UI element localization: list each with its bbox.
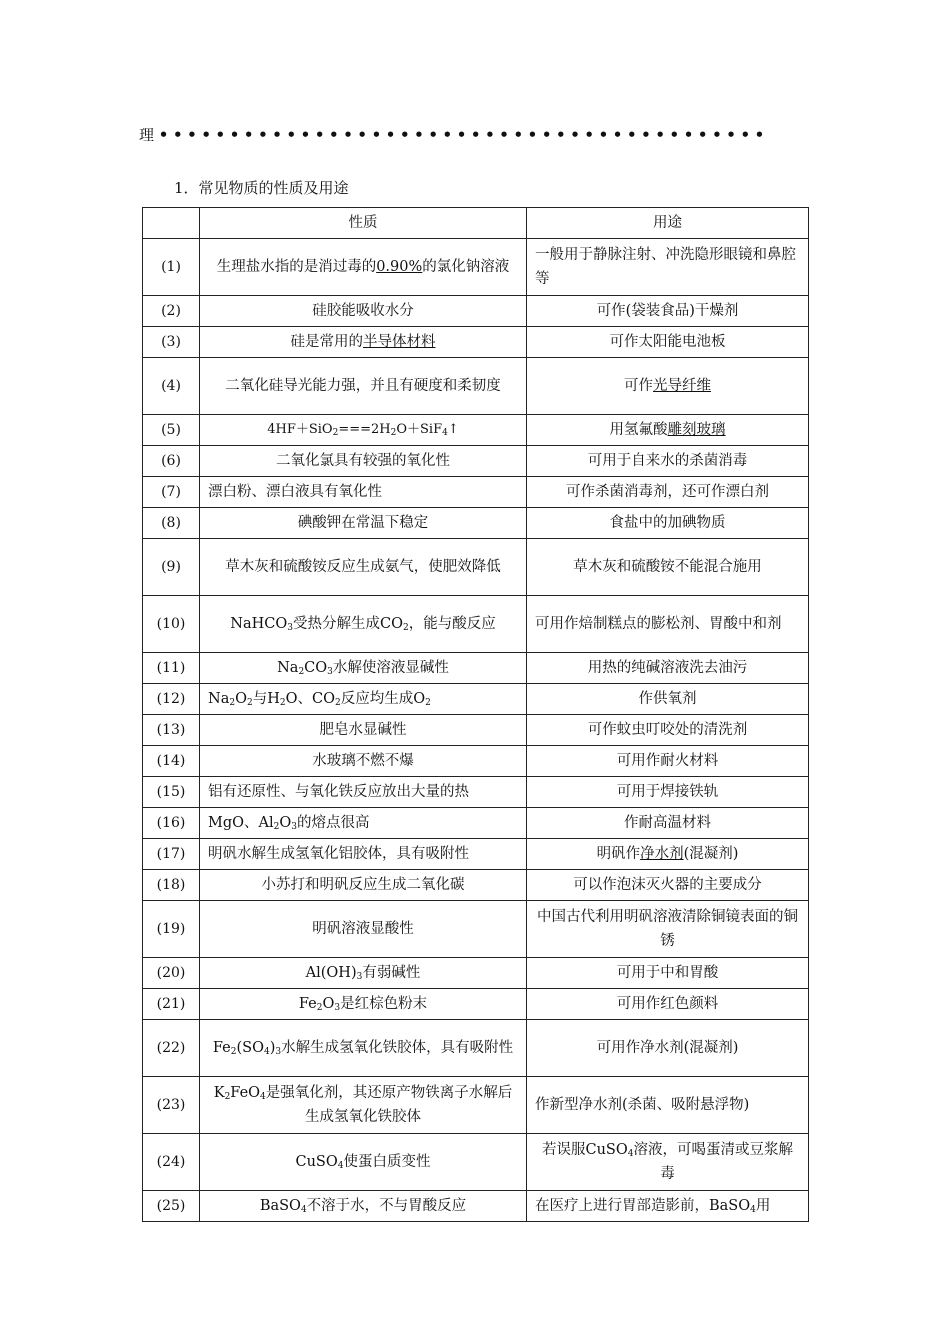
row-property: 漂白粉、漂白液具有氧化性 [200,477,527,508]
row-use: 可作蚊虫叮咬处的清洗剂 [527,715,809,746]
table-row [143,296,809,327]
table-row [143,958,809,989]
row-property: $K_2FeO_4$是强氧化剂，其还原产物铁离子水解后生成氢氧化铁胶体 [200,1077,527,1134]
row-number: (19) [143,901,200,958]
table-row [143,477,809,508]
row-number: (22) [143,1020,200,1077]
row-use: 可以作泡沫灭火器的主要成分 [527,870,809,901]
row-use: 可用作红色颜料 [527,989,809,1020]
row-use: 食盐中的加碘物质 [527,508,809,539]
row-number: (23) [143,1077,200,1134]
row-number: (15) [143,777,200,808]
table-row [143,596,809,653]
header-blank [143,208,200,239]
row-number: (10) [143,596,200,653]
row-property: 铝有还原性、与氧化铁反应放出大量的热 [200,777,527,808]
row-property: NaHCO$_3$受热分解生成$CO_2$，能与酸反应 [200,596,527,653]
row-use: 用氢氟酸雕刻玻璃 [527,415,809,446]
row-number: (12) [143,684,200,715]
row-number: (9) [143,539,200,596]
row-property: 明矾溶液显酸性 [200,901,527,958]
row-property: BaSO$_4$不溶于水，不与胃酸反应 [200,1191,527,1222]
row-property: 肥皂水显碱性 [200,715,527,746]
section-heading: 1．常见物质的性质及用途 [174,179,349,197]
row-number: (4) [143,358,200,415]
row-use: 可作太阳能电池板 [527,327,809,358]
row-property: 生理盐水指的是消过毒的0.90%的氯化钠溶液 [200,239,527,296]
row-number: (8) [143,508,200,539]
row-property: 二氧化氯具有较强的氧化性 [200,446,527,477]
table-row [143,901,809,958]
row-property: CuSO$_4$使蛋白质变性 [200,1134,527,1191]
row-number: (1) [143,239,200,296]
table-row [143,508,809,539]
table-row [143,839,809,870]
table-row [143,539,809,596]
header-use: 用途 [527,208,809,239]
row-use: 可用于中和胃酸 [527,958,809,989]
row-use: 可用于自来水的杀菌消毒 [527,446,809,477]
row-use: 作供氧剂 [527,684,809,715]
table-row [143,1077,809,1134]
table-row [143,1191,809,1222]
row-property: $Fe_2O_3$是红棕色粉末 [200,989,527,1020]
table-row [143,327,809,358]
row-use: 可作杀菌消毒剂，还可作漂白剂 [527,477,809,508]
row-use: 草木灰和硫酸铵不能混合施用 [527,539,809,596]
row-use: 可作光导纤维 [527,358,809,415]
row-property: 明矾水解生成氢氧化铝胶体，具有吸附性 [200,839,527,870]
table-row [143,808,809,839]
table-header-row [143,208,809,239]
row-property: $4HF+SiO_2===2H_2O+SiF_4↑$ [200,415,527,446]
table-row [143,1134,809,1191]
row-use: 可用作耐火材料 [527,746,809,777]
row-number: (7) [143,477,200,508]
table-row [143,415,809,446]
row-number: (25) [143,1191,200,1222]
table-row [143,746,809,777]
row-number: (14) [143,746,200,777]
row-property: $Fe_2(SO_4)_3$水解生成氢氧化铁胶体，具有吸附性 [200,1020,527,1077]
emphasis-dot-line [139,122,819,148]
row-property: 碘酸钾在常温下稳定 [200,508,527,539]
row-number: (18) [143,870,200,901]
row-number: (5) [143,415,200,446]
row-number: (21) [143,989,200,1020]
emphasis-dots: ••••••••••••••••••••••••••••••••••••••••••• [158,126,769,144]
table-row [143,870,809,901]
row-property: $Na_2CO_3$水解使溶液显碱性 [200,653,527,684]
row-property: 水玻璃不燃不爆 [200,746,527,777]
row-number: (17) [143,839,200,870]
row-use: 明矾作净水剂(混凝剂) [527,839,809,870]
row-number: (13) [143,715,200,746]
leading-char: 理 [139,126,155,144]
table-row [143,989,809,1020]
row-number: (3) [143,327,200,358]
row-use: 可用于焊接铁轨 [527,777,809,808]
table-row [143,777,809,808]
row-use: 用热的纯碱溶液洗去油污 [527,653,809,684]
row-number: (20) [143,958,200,989]
row-use: 可用作焙制糕点的膨松剂、胃酸中和剂 [527,596,809,653]
row-number: (24) [143,1134,200,1191]
row-number: (11) [143,653,200,684]
row-use: 作新型净水剂(杀菌、吸附悬浮物) [527,1077,809,1134]
row-use: 可作(袋装食品)干燥剂 [527,296,809,327]
row-property: 小苏打和明矾反应生成二氧化碳 [200,870,527,901]
table-row [143,358,809,415]
row-use: 若误服CuSO$_4$溶液，可喝蛋清或豆浆解毒 [527,1134,809,1191]
row-number: (6) [143,446,200,477]
row-use: 一般用于静脉注射、冲洗隐形眼镜和鼻腔等 [527,239,809,296]
row-property: $Al(OH)_3$有弱碱性 [200,958,527,989]
row-use: 中国古代利用明矾溶液清除铜镜表面的铜锈 [527,901,809,958]
table-row [143,239,809,296]
row-property: 二氧化硅导光能力强，并且有硬度和柔韧度 [200,358,527,415]
row-use: 可用作净水剂(混凝剂) [527,1020,809,1077]
table-row [143,653,809,684]
table-row [143,684,809,715]
row-property: $Na_2O_2$与$H_2O$、$CO_2$反应均生成$O_2$ [200,684,527,715]
row-number: (16) [143,808,200,839]
row-property: 草木灰和硫酸铵反应生成氨气，使肥效降低 [200,539,527,596]
row-use: 在医疗上进行胃部造影前，BaSO$_4$用 [527,1191,809,1222]
table-row [143,1020,809,1077]
row-property: 硅胶能吸收水分 [200,296,527,327]
row-number: (2) [143,296,200,327]
row-property: MgO、$Al_2O_3$的熔点很高 [200,808,527,839]
table-row [143,715,809,746]
table-row [143,446,809,477]
properties-uses-table [142,207,809,1222]
header-property: 性质 [200,208,527,239]
row-property: 硅是常用的半导体材料 [200,327,527,358]
row-use: 作耐高温材料 [527,808,809,839]
